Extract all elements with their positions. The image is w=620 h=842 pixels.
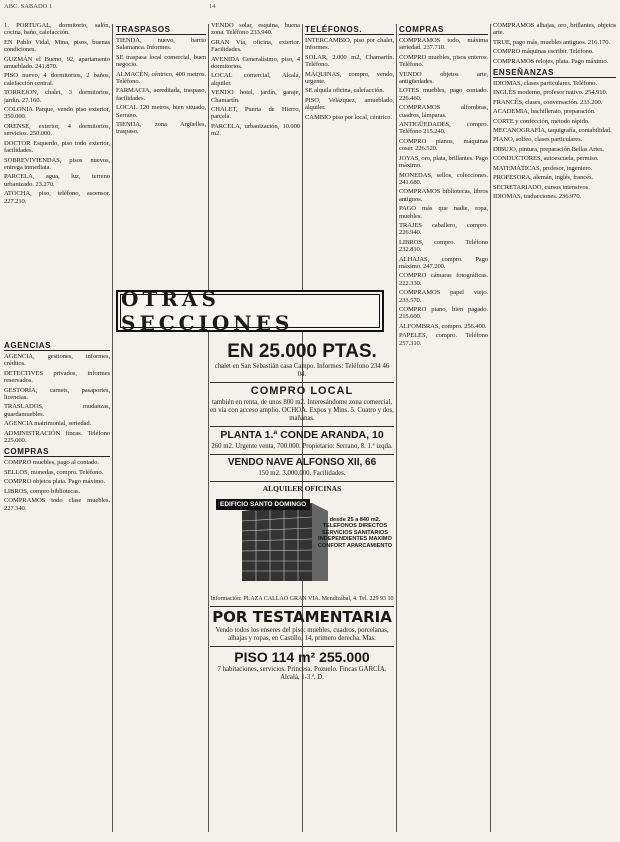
classified-ad: COMPRO objetos plata. Pago máximo. [4, 478, 105, 486]
column-rule [490, 24, 491, 832]
column-rule [208, 24, 209, 832]
header-left-fragment: ABC. SABADO 1 [4, 3, 53, 10]
classified-ad: CAMBIO piso por local, céntrico. [305, 113, 392, 121]
classified-ad: TRASLADOS, mudanzas, guardamuebles. [4, 403, 110, 418]
ad-conde-aranda-title: PLANTA 1.ª CONDE ARANDA, 10 [220, 429, 384, 441]
classified-ad: 1. PORTUGAL, dormitorio, salón, cocina, baño, calefacción. [4, 22, 110, 37]
classified-ad: LOTES muebles, pago contado. 226.460. [399, 87, 488, 102]
classified-ad: DOCTOR Esquerdo, piso todo exterior, facilidades. [4, 139, 110, 155]
section-heading: COMPRAS [399, 25, 488, 35]
column-rule [396, 24, 397, 832]
divider [210, 426, 394, 427]
classified-ad: ATOCHA, piso, teléfono, ascensor. 227.210. [4, 190, 110, 205]
classified-ad: TORREJON, chalet, 3 dormitorios, jardín. 27.160. [4, 89, 110, 104]
building-features: desde 25 a 840 m2. TELEFONOS DIRECTOS SERVICIOS SANITARIOS INDEPENDIENTES MAXIMO CONFORT APARCAMIENTO [317, 516, 393, 549]
classified-ad: COMPRAMOS bibliotecas, libros antiguos. [399, 188, 488, 203]
section-heading: TELÉFONOS. [305, 25, 394, 35]
classified-ad: VENDO hotel, jardín, garaje, Chamartín. [211, 89, 300, 104]
classified-ad: LOCAL comercial, Alcalá, alquiler. [211, 72, 300, 87]
classified-ad: COMPRO cámaras fotográficas. 222.330. [399, 272, 488, 287]
divider [210, 646, 394, 647]
classified-ad: COMPRAMOS papel viejo. 233.570. [399, 289, 488, 304]
page-number: 14 [209, 3, 216, 10]
classified-ad: CHALET, Puerta de Hierro, parcela. [211, 106, 300, 121]
column-1-bottom-classifieds [4, 338, 110, 832]
section-heading-agencias: AGENCIAS [4, 341, 110, 351]
ad-compro-local-body: también en renta, de unos 800 m2. Interesándome zona comercial, en vía con acceso amplio. OCHOA. Expos y Mins. 5. Cuatro y dos, mañanas. [210, 399, 394, 422]
classified-ad: ADMINISTRACIÓN fincas. Teléfono 225.060. [4, 429, 110, 445]
classified-ad: ALHAJAS, compro. Pago máximo. 247.200. [399, 255, 488, 270]
column-1-classifieds [4, 22, 110, 330]
classified-ad: MÁQUINAS, compro, vendo, urgente. [305, 70, 394, 86]
classified-ad: ORENSE, exterior, 4 dormitorios, servicios. 250.000. [4, 122, 110, 138]
banner-title: OTRAS SECCIONES [120, 294, 380, 328]
classified-ad: COMPRAMOS alfombras, cuadros, lámparas. [399, 104, 488, 119]
classified-ad: DIBUJO, pintura, preparación Bellas Artes. [493, 145, 604, 153]
ad-25000-title: EN 25.000 PTAS. [227, 341, 377, 362]
classified-ad: FARMACIA, acreditada, traspaso, facilidades. [116, 87, 206, 102]
classified-ad: PIANO, solfeo, clases particulares. [493, 136, 583, 144]
classified-ad: SE traspasa local comercial, buen negocio. [116, 53, 206, 69]
classified-ad: TIENDA, nuevo, barrio Salamanca. Informes. [116, 37, 206, 52]
classified-ad: SECRETARIADO, cursos intensivos. [493, 183, 590, 191]
classified-ad: GESTORÍA, carnets, pasaportes, licencias. [4, 386, 110, 402]
classified-ad: PAPELES, compro. Teléfono 257.310. [399, 332, 488, 347]
classified-ad: COMPRO máquinas escribir. Teléfono. [493, 48, 594, 56]
ad-conde-aranda-body: 260 m2. Urgente venta, 700.000. Propietario: Serrano, 8. 1.ª izqda. [211, 442, 393, 450]
classified-ad: ANTIGÜEDADES, compro. Teléfono 215.240. [399, 121, 488, 136]
center-display-ads [210, 340, 394, 834]
classified-ad: MONEDAS, sellos, colecciones. 241.680. [399, 171, 488, 186]
classified-ad: PISO, Velázquez, amueblado, alquiler. [305, 96, 394, 112]
classified-ad: LIBROS, compro bibliotecas. [4, 487, 81, 495]
classified-ad: MECANOGRAFÍA, taquigrafía, contabilidad. [493, 127, 612, 135]
classified-ad: TIENDA, zona Argüelles, traspaso. [116, 121, 206, 136]
classified-ad: COMPRAMOS todo clase muebles. 227.340. [4, 497, 110, 512]
classified-ad: SELLOS, monedas, compro. Teléfono. [4, 468, 104, 476]
classified-ad: COMPRAMOS todo, máxima seriedad. 237.710. [399, 37, 488, 52]
classified-ad: PISO nuevo, 4 dormitorios, 2 baños, calefacción central. [4, 72, 110, 87]
classified-ad: CORTE y confección, método rápido. [493, 117, 590, 125]
divider [210, 606, 394, 607]
classified-ad: COMPRO muebles, pago al contado. [4, 459, 99, 467]
classified-ad: SE alquila oficina, calefacción. [305, 87, 385, 95]
classified-ad: FRANCÉS, clases, conversación. 233.200. [493, 98, 603, 106]
divider [210, 454, 394, 455]
section-heading-ensenanzas: ENSEÑANZAS [493, 68, 616, 78]
column-6-classifieds [493, 22, 616, 832]
classified-ad: AGENCIA matrimonial, seriedad. [4, 420, 92, 428]
building-label: EDIFICIO SANTO DOMINGO [216, 499, 310, 510]
column-4-classifieds [305, 22, 394, 288]
classified-ad: ALFOMBRAS, compro. 256.400. [399, 322, 487, 330]
column-rule [112, 24, 113, 832]
classified-ad: ALMACÉN, céntrico, 400 metros. Teléfono. [116, 70, 206, 86]
ad-compro-local-title: COMPRO LOCAL [250, 385, 354, 397]
ad-nave-body: 150 m2. 3.000.000. Facilidades. [258, 469, 346, 477]
classified-ad: LOCAL 120 metros, bien situado, Serrano. [116, 104, 206, 119]
ad-oficinas-graphic [210, 497, 394, 595]
ad-25000-body: chalet en San Sebastián casa Campo. Informes: Teléfono 234 46 04. [214, 363, 390, 378]
classified-ad: COMPRO muebles, pisos enteros. Teléfono. [399, 53, 488, 69]
classified-ad: VENDO solar, esquina, buena zona. Teléfono 233.940. [211, 22, 300, 37]
classified-ad: PARCELA, urbanización, 10.000 m2. [211, 122, 300, 138]
classified-ad: GUZMÁN el Bueno, 92, apartamento amueblado. 241.870. [4, 55, 110, 71]
classified-ad: MATEMÁTICAS, profesor, ingeniero. [493, 164, 593, 172]
page-header [4, 3, 616, 10]
section-heading-compras: COMPRAS [4, 447, 110, 457]
classified-ad: DETECTIVES privados, informes reservados. [4, 369, 110, 385]
column-3-classifieds [211, 22, 300, 288]
classified-ad: SOLAR, 2.000 m2, Chamartín. Teléfono. [305, 53, 394, 69]
ad-testamentaria-title: POR TESTAMENTARIA [212, 607, 392, 626]
classified-ad: LIBROS, compro. Teléfono 232.810. [399, 238, 488, 254]
classified-ad: INGLÉS moderno, profesor nativo. 254.910. [493, 89, 608, 97]
classified-ad: CONDUCTORES, autoescuela, permiso. [493, 155, 599, 163]
classified-ad: COMPRAMOS alhajas, oro, brillantes, objetos arte. [493, 22, 616, 37]
ad-piso-114-body: 7 habitaciones, servicios. Princesa. Pozuelo. Fincas GARCÍA. Alcalá, 1-3.ª, D. [217, 665, 387, 681]
ad-oficinas-contact: Información: PLAZA CALLAO GRAN VIA. Mendizábal, 4. Tel. 229 93 10 [210, 595, 394, 602]
ad-nave-title: VENDO NAVE ALFONSO XII, 66 [227, 456, 377, 468]
classified-ad: COMPRO pianos, máquinas coser. 226.520. [399, 137, 488, 153]
classified-ad: VENDO objetos arte, antigüedades. [399, 70, 488, 86]
classified-ad: EN Pablo Vidal, Mina, pisos, buenas condiciones. [4, 38, 110, 54]
classified-ad: ACADEMIA, bachillerato, preparación. [493, 108, 596, 116]
column-5-classifieds [399, 22, 488, 832]
classified-ad: TRUE, pago más, muebles antiguos. 216.170. [493, 38, 611, 46]
classified-ad: PAGO más que nadie, ropa, muebles. [399, 205, 488, 220]
classified-ad: COLONIA Parque, vendo piso exterior, 350.000. [4, 106, 110, 121]
classified-ad: PARCELA, agua, luz, terreno urbanizado. 23.270. [4, 173, 110, 188]
classified-ad: AVENIDA Generalísimo, piso, 4 dormitorios. [211, 55, 300, 71]
classified-ad: JOYAS, oro, plata, brillantes. Pago máximo. [399, 154, 488, 170]
section-heading: TRASPASOS [116, 25, 206, 35]
classified-ad: COMPRAMOS relojes, plata. Pago máximo. [493, 57, 609, 65]
classified-ad: AGENCIA, gestiones, informes, créditos. [4, 353, 110, 368]
classified-ad: IDIOMAS, traducciones. 236.970. [493, 192, 582, 200]
ad-piso-114-title: PISO 114 m² 255.000 [234, 648, 370, 665]
ad-oficinas-title: ALQUILER OFICINAS [262, 483, 342, 493]
classified-ad: GRAN Vía, oficina, exterior. Facilidades. [211, 38, 300, 54]
classified-ad: PROFESORA, alemán, inglés, francés. [493, 174, 593, 182]
classified-ad: COMPRO piano, bien pagado. 215.600. [399, 306, 488, 321]
otras-secciones-banner [116, 287, 384, 335]
classified-ad: TRAJES caballero, compro. 226.940. [399, 221, 488, 237]
divider [210, 481, 394, 482]
classified-ad: SOBREVIVIENDAS, pisos nuevos, entrega inmediata. [4, 156, 110, 171]
column-2-classifieds [116, 22, 206, 288]
classified-ad: INTERCAMBIO, piso por chalet, informes. [305, 37, 394, 52]
classified-ad: IDIOMAS, clases particulares. Teléfono. [493, 80, 597, 88]
divider [210, 382, 394, 383]
ad-testamentaria-body: Vendo todos los enseres del piso: muebles, cuadros, porcelanas, alhajas y ropas, en Castillo, 14, primero derecha. Mas. [215, 626, 389, 642]
